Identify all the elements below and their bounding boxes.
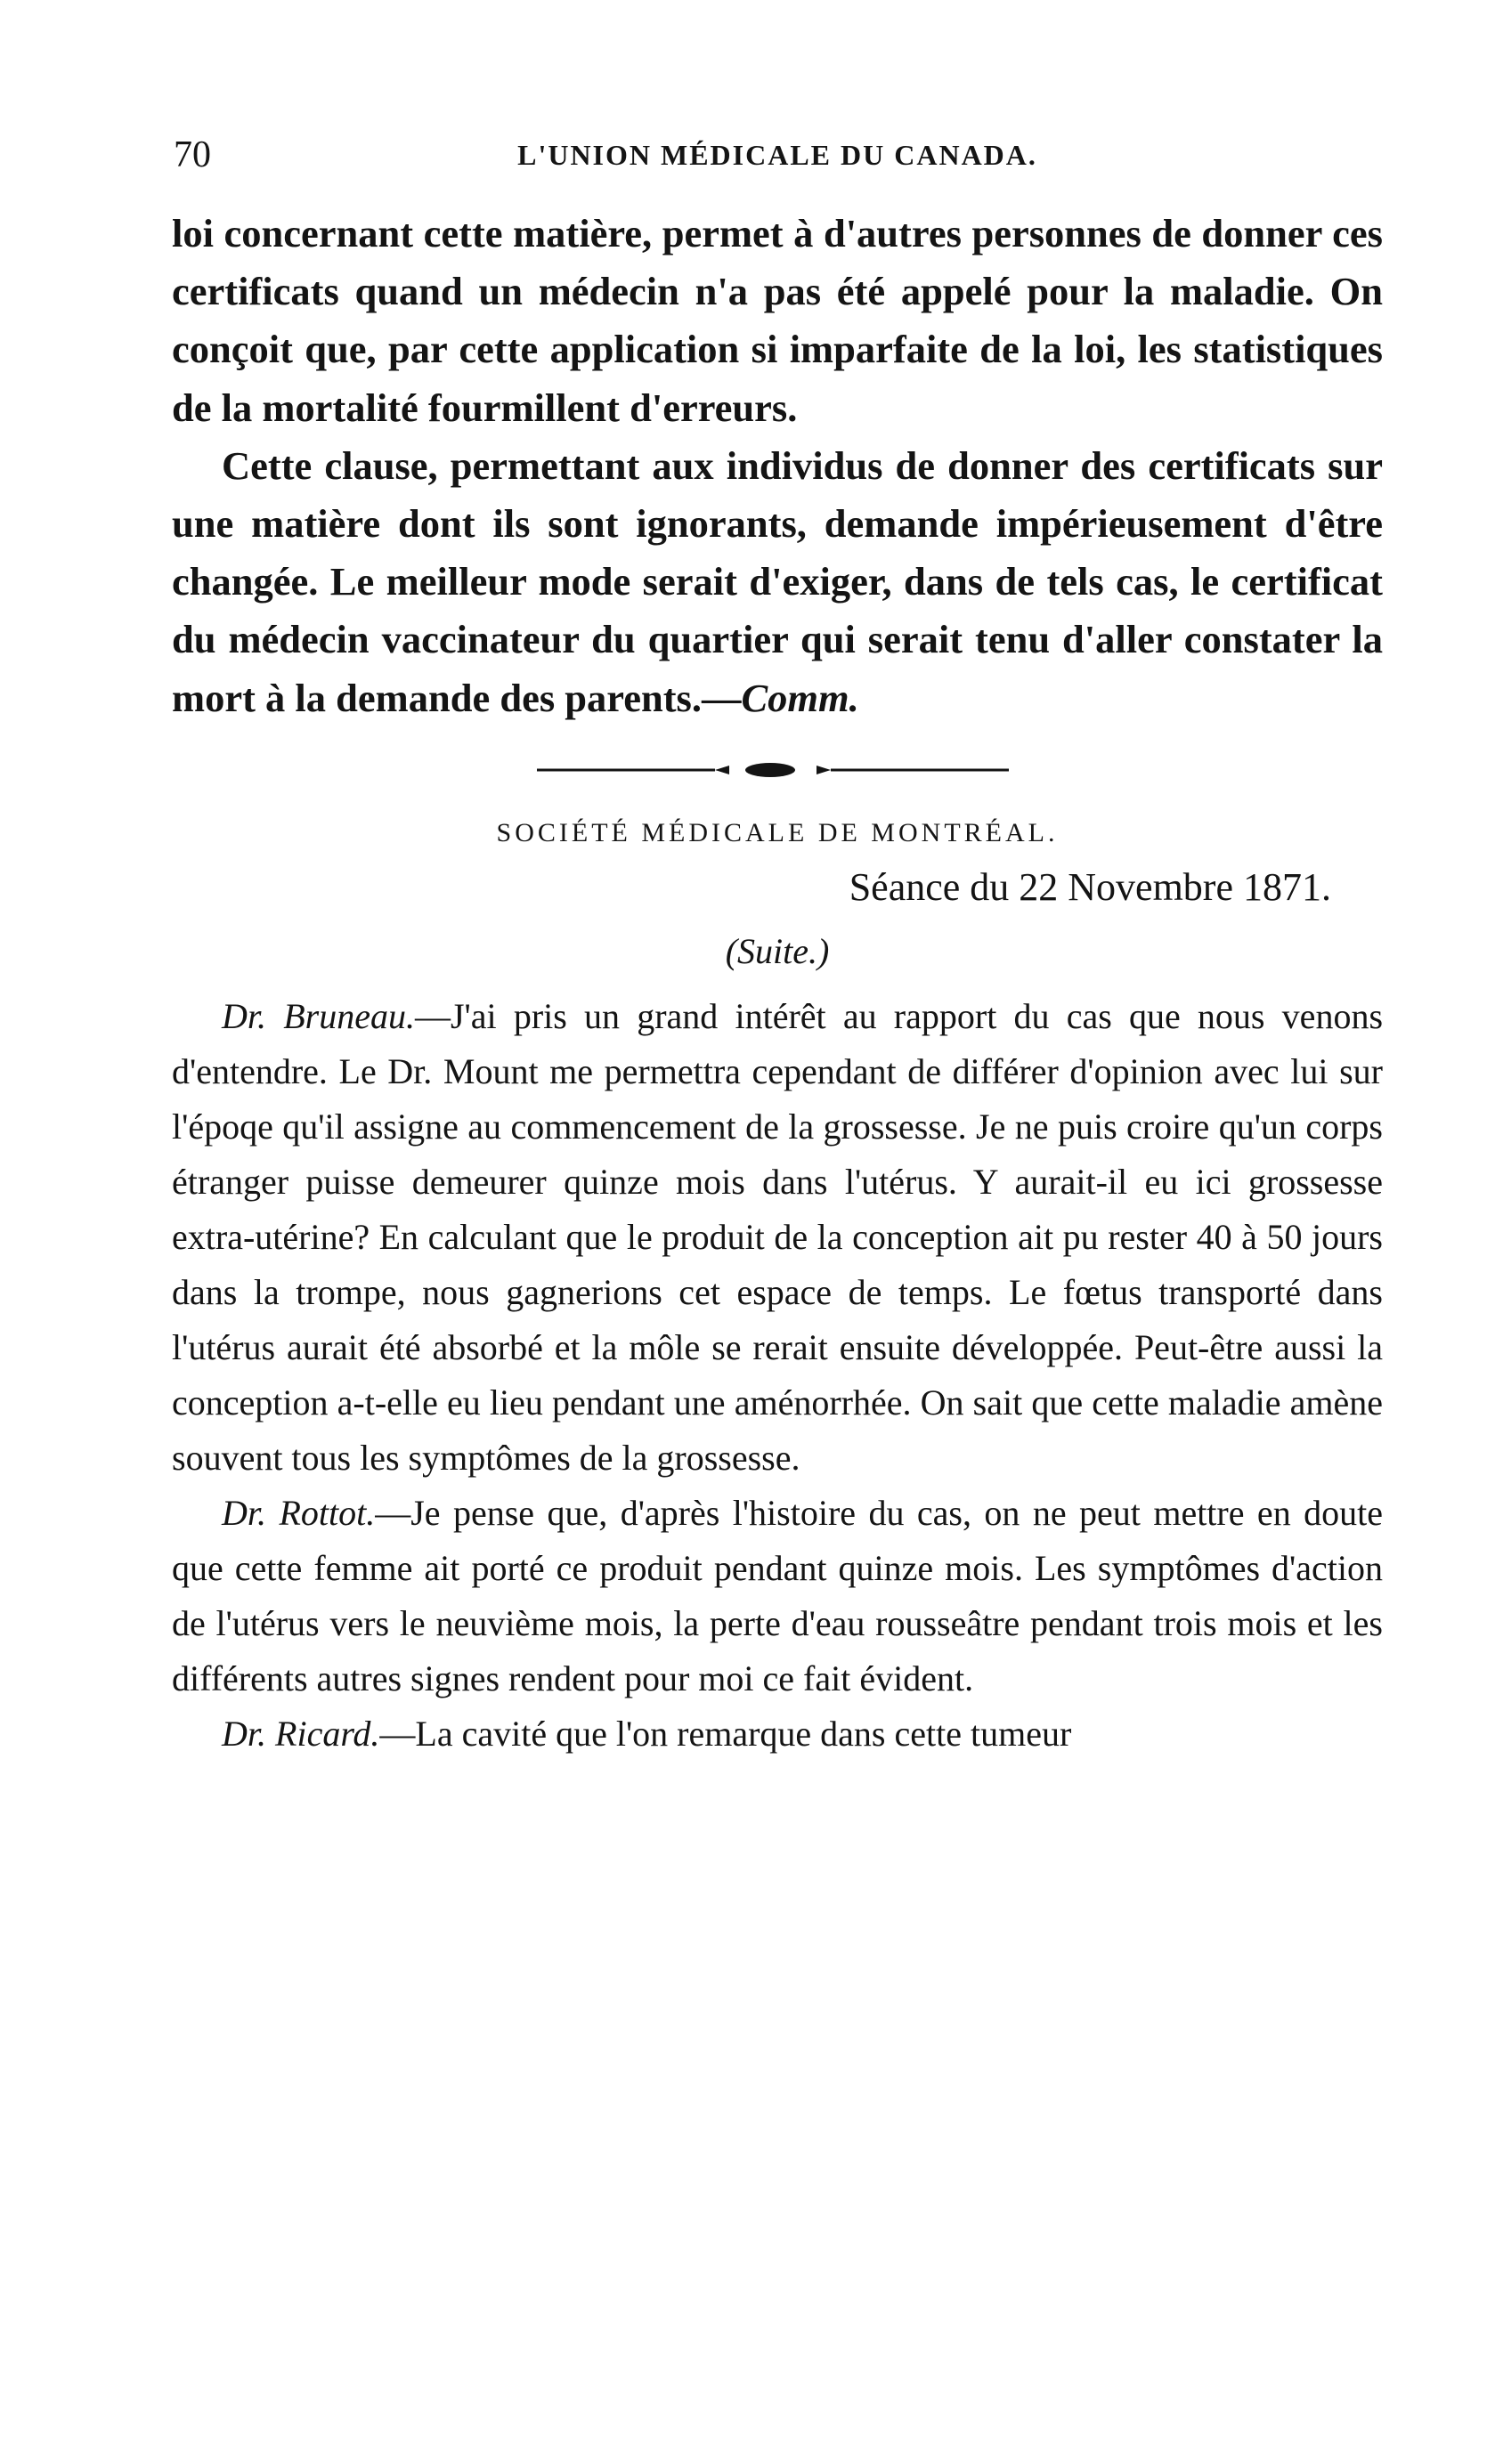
article-paragraph: loi concernant cette matière, permet à d'autres personnes de donner ces certificats quand un médecin n'a pas été appelé pour la maladie. On conçoit que, par cette application si imparfaite de la loi, les statistiques de la mortalité fourmillent d'erreurs. bbox=[172, 211, 1383, 430]
session-minutes bbox=[172, 989, 1383, 1762]
journal-title: L'UNION MÉDICALE DU CANADA. bbox=[517, 139, 1037, 171]
minutes-paragraph bbox=[172, 1706, 1383, 1762]
article-signature: Comm. bbox=[741, 675, 859, 720]
minutes-text: —Je pense que, d'après l'histoire du cas, on ne peut mettre en doute que cette femme ait porté ce produit pendant quinze mois. Les symptômes d'action de l'utérus vers le neuvième mois, la perte d'eau rousseâtre pendant trois mois et les différents autres signes rendent pour moi ce fait évident. bbox=[172, 1492, 1383, 1698]
minutes-text: —La cavité que l'on remarque dans cette tumeur bbox=[379, 1713, 1072, 1754]
session-date: Séance du 22 Novembre 1871. bbox=[849, 864, 1331, 909]
speaker-name: Dr. Ricard. bbox=[222, 1713, 380, 1754]
minutes-text: —J'ai pris un grand intérêt au rapport du cas que nous venons d'entendre. Le Dr. Mount me permettra cependant de différer d'opinion avec lui sur l'époqe qu'il assigne au commencement de la grossesse. Je ne puis croire qu'un corps étranger puisse demeurer quinze mois dans l'utérus. Y aurait-il eu ici grossesse extra-utérine? En calculant que le produit de la conception ait pu rester 40 à 50 jours dans la trompe, nous gagnerions cet espace de temps. Le fœtus transporté dans l'utérus aurait été absorbé et la môle se rerait ensuite développée. Peut-être aussi la conception a-t-elle eu lieu pendant une aménorrhée. On sait que cette maladie amène souvent tous les symptômes de la grossesse. bbox=[172, 995, 1384, 1478]
minutes-paragraph bbox=[172, 1486, 1383, 1706]
page-number: 70 bbox=[174, 134, 211, 175]
article-paragraph-text: Cette clause, permettant aux individus de donner des certificats sur une matière dont ils sont ignorants, demande impérieusement d'être changée. Le meilleur mode serait d'exiger, dans de tels cas, le certificat du médecin vaccinateur du quartier qui serait tenu d'aller constater la mort à la demande des parents.— bbox=[172, 442, 1383, 720]
section-divider bbox=[172, 740, 1383, 802]
continued-label: (Suite.) bbox=[725, 930, 830, 971]
speaker-name: Dr. Bruneau. bbox=[222, 995, 415, 1036]
society-title: SOCIÉTÉ MÉDICALE DE MONTRÉAL. bbox=[496, 817, 1059, 847]
minutes-paragraph bbox=[172, 989, 1383, 1486]
article-paragraph bbox=[172, 437, 1383, 727]
page bbox=[172, 134, 1383, 1762]
speaker-name: Dr. Rottot. bbox=[222, 1492, 376, 1533]
article-continuation bbox=[172, 205, 1383, 727]
running-head bbox=[172, 134, 1383, 187]
printer-ornament-rule-icon bbox=[537, 761, 1009, 779]
